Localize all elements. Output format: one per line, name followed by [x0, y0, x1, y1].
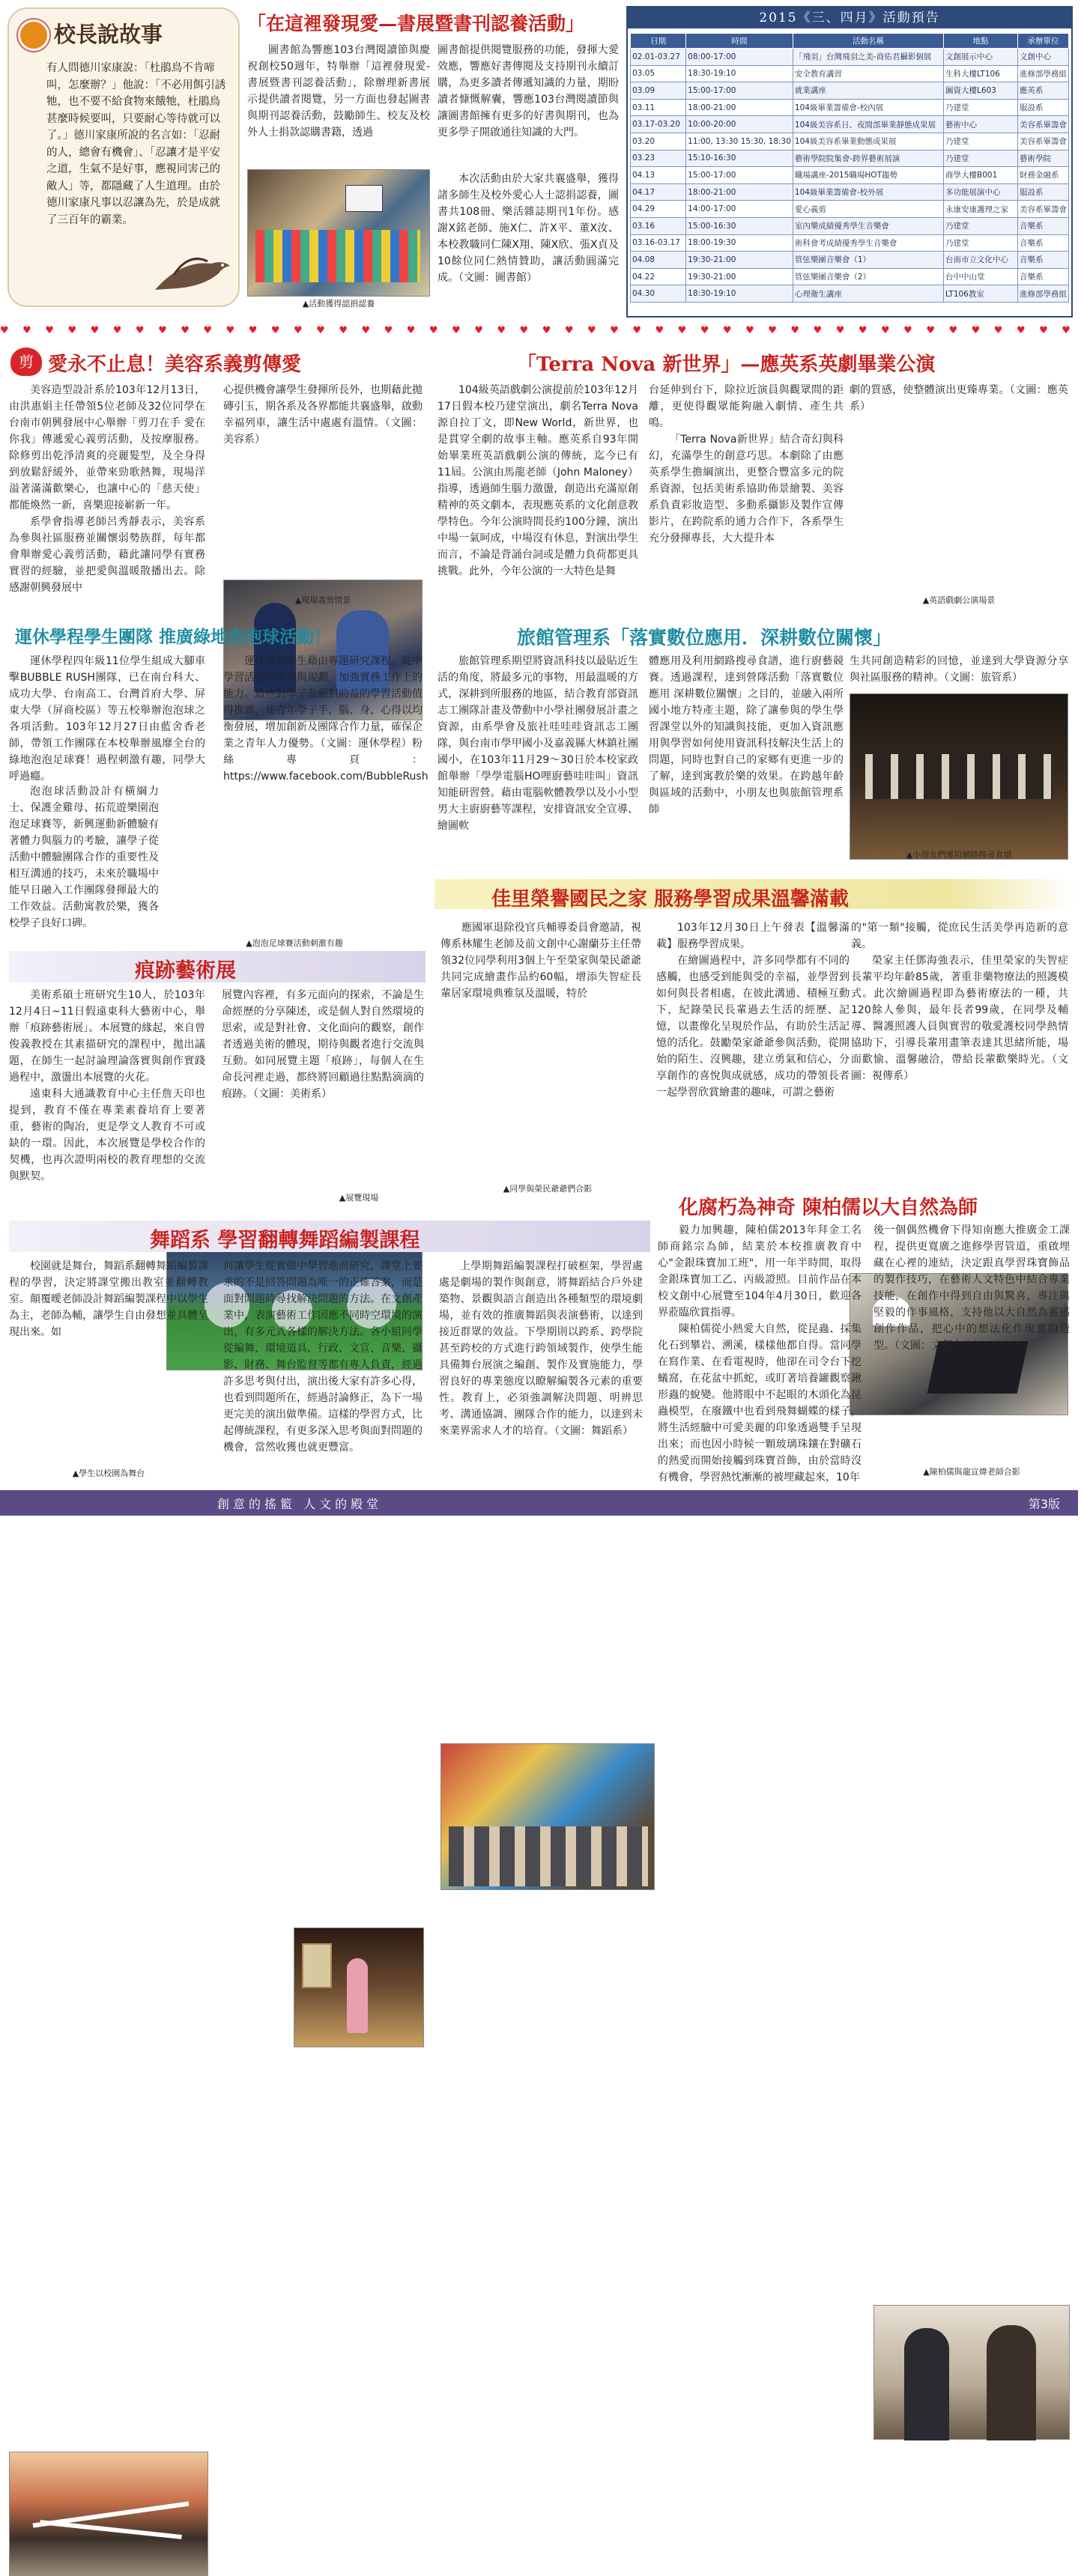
schedule-cell: 14:00-17:00 [686, 201, 793, 218]
schedule-cell: 管弦樂團音樂會（2） [793, 268, 943, 285]
veterans-col3: 的"第一類"接觸，從庶民生活美學再造新的意義。 榮家主任鄧海強表示，佳里榮家的失智症長輩平均年齡85歲，著重非藥物療法的照護模式。此次繪圖過程即為藝術療法的一種，共120餘人參與，最年長者99歲，在同學及輔導、醫護照護人員與實習的敬愛護校同學熱情協助下，引導長輩用畫筆表達其思緒所能，場面歡愉、溫馨融洽，帶給長輩歡樂時光。（文圖：視傳系） [851, 922, 1068, 1082]
schedule-cell: 03.16 [631, 217, 686, 234]
schedule-cell: 永康安康護理之家 [944, 201, 1018, 218]
veterans-col1: 應國軍退除役官兵輔導委員會邀請，視傳系林耀生老師及前文創中心謝蘭芬主任帶領32位同學利用3個上午至榮家與榮民爺爺共同完成繪畫作品約60幅，增添失智症長輩居家環境典雅氛及溫暖，特於 [440, 922, 641, 1000]
terra-nova-col1: 104級英語戲劇公演提前於103年12月17日假本校乃建堂演出，劇名Terra Nova源自拉丁文，即New World，新世界，也是貫穿全劇的故事主軸。應英系自93年開始畢業班英語戲劇公演的傳統，迄今已有11屆。公演由馬龍老師（John Maloney）指導，透過師生腦力激盪，創造出充滿原創精神的英文劇本，表現應英系的文化創意教學特色。今年公演時間長約100分鐘，演出中場一氣呵成，中場沒有休息，對演出學生而言，不論是背誦台詞或是體力負荷都更具挑戰。此外，今年公演的一大特色是舞 [437, 384, 638, 577]
schedule-cell: 18:30-19:10 [686, 65, 793, 82]
schedule-cell: 03.16-03.17 [631, 234, 686, 252]
terra-nova-title: 「Terra Nova 新世界」—應英系英劇畢業公演 [517, 353, 936, 376]
schedule-cell: 18:30-19:10 [686, 285, 793, 303]
schedule-cell: 藝術中心 [944, 116, 1018, 133]
schedule-cell: 美容系畢籌會 [1018, 116, 1069, 133]
veterans-caption: ▲同學與榮民爺爺們合影 [503, 1184, 593, 1194]
book-exhibit-col2b: 本次活動由於大家共襄盛舉，獲得諸多師生及校外愛心人士認捐認養，圖書共108冊、樂活雜誌期刊1年份。感謝X銘老師、施X仁、許X平、董X汝、本校教職同仁陳X翔、陳X欣、張X貞及10餘位同仁熱情贊助，讓活動圓滿完成。（文圖：圖書館） [437, 173, 619, 284]
schedule-row [631, 116, 1069, 133]
schedule-cell: 104級畢業籌備會-校外展 [793, 183, 943, 201]
principal-story-text: 有人問德川家康說：「杜鵑鳥不肯啼叫，怎麼辦？」他說：「不必用餌引誘牠，也不要不給食物來餓牠，杜鵑鳥甚麼時候要叫，只要耐心等待就可以了。」德川家康所說的名言如：「忍耐的人，總會有機會」、「忍讓才是平安之道，生氣不是好事，應視同害己的敵人」等，都隱藏了人生道理。由於德川家康凡事以忍讓為先，於是成就了三百年的霸業。 [46, 62, 226, 226]
book-exhibit-caption: ▲活動獲得認捐認養 [302, 299, 375, 309]
schedule-cell: 03.17-03.20 [631, 116, 686, 133]
schedule-header: 日期 [631, 34, 686, 49]
terra-nova-caption: ▲英語戲劇公演場景 [922, 595, 996, 605]
schedule-cell: 10:00-20:00 [686, 116, 793, 133]
hotel-col3: 生共同創造精彩的回憶，並達到大學資源分享與社區服務的精神。（文圖：旅管系） [850, 655, 1068, 684]
bird-illustration [151, 245, 234, 297]
schedule-cell: 04.17 [631, 183, 686, 201]
footer-slogan: 創意的搖籃 人文的殿堂 [217, 1497, 383, 1511]
schedule-cell: 18:00-19:30 [686, 234, 793, 252]
schedule-cell: 術科會考成績優秀學生音樂會 [793, 234, 943, 252]
dance-caption: ▲學生以校園為舞台 [72, 1468, 145, 1478]
schedule-cell: 安全教育講習 [793, 65, 943, 82]
schedule-cell: 11:00, 13:30 15:30, 18:30 [686, 133, 793, 150]
dance-photo [9, 2452, 208, 2576]
hotel-title: 旅館管理系「落實數位應用．深耕數位關懷」 [517, 627, 892, 648]
schedule-cell: 應英系 [1018, 82, 1069, 100]
schedule-cell: 圖資大樓L603 [944, 82, 1018, 100]
schedule-cell: 04.08 [631, 252, 686, 269]
schedule-cell: 商學大樓B001 [944, 167, 1018, 184]
schedule-cell: 03.05 [631, 65, 686, 82]
story-logo-icon [18, 19, 49, 51]
schedule-cell: 03.20 [631, 133, 686, 150]
carving-photo [873, 2305, 1070, 2440]
schedule-header: 承辦單位 [1018, 34, 1069, 49]
terra-nova-photo [850, 693, 1068, 860]
schedule-cell: 藝術學院 [1018, 150, 1069, 167]
hotel-col1: 旅館管理系期望將資訊科技以最貼近生活的角度，將最多元的事物，用最溫暖的方式，深耕到所服務的地區，結合教育部資訊志工團隊計畫及帶動中小學社團發展計畫之資源，由系學會及旅社哇哇哇資訊志工團隊，與台南市學甲國小及嘉義縣大林鎮社團國小，在103年11月29～30日於本校家政館舉辦「學學電腦HO哩廚藝哇哇叫」資訊知能研習營。藉由電腦軟體教學以及小小型男大主廚廚藝等課程，安排資訊安全宣導、繪圖軟 [437, 655, 638, 832]
haircut-badge: 剪 [10, 347, 42, 376]
schedule-cell: 職場講座-2015職場HOT趨勢 [793, 167, 943, 184]
schedule-row [631, 49, 1069, 66]
schedule-cell: 18:00-21:00 [686, 183, 793, 201]
schedule-cell: 台南市立文化中心 [944, 252, 1018, 269]
schedule-header: 地點 [944, 34, 1018, 49]
schedule-cell: 15:00-16:30 [686, 217, 793, 234]
schedule-header: 活動名稱 [793, 34, 943, 49]
schedule-cell: 15:10-16:30 [686, 150, 793, 167]
schedule-cell: 服設系 [1018, 99, 1069, 116]
schedule-row [631, 252, 1069, 269]
schedule-row [631, 65, 1069, 82]
schedule-cell: 19:30-21:00 [686, 252, 793, 269]
schedule-row [631, 99, 1069, 116]
schedule-row [631, 268, 1069, 285]
schedule-cell: 19:30-21:00 [686, 268, 793, 285]
schedule-cell: 就業講座 [793, 82, 943, 100]
schedule-cell: 文創中心 [1018, 49, 1069, 66]
schedule-cell: 「飛羽」台灣飛羽之美-商佑君攝影個展 [793, 49, 943, 66]
schedule-row [631, 234, 1069, 252]
dance-col1: 校園就是舞台，舞蹈系翻轉舞蹈編製課程的學習，決定將課堂搬出教室並翻轉教室。顛覆曖老師設計舞蹈編製課程中以學生為主，老師為輔，讓學生自由發想並具體呈現出來。如 [9, 1260, 208, 1338]
book-exhibit-col1: 圖書館為響應103台灣閱讀節與慶祝創校50週年，特舉辦「這裡發現愛-書展暨書刊認養活動」，除辦理新書展示提供讀者閱覽，另一方面也發起圖書與期刊認養活動，鼓勵師生、校友及校外人士捐款認購書籍，透過 [247, 44, 430, 139]
schedule-cell: 心理衛生講座 [793, 285, 943, 303]
veterans-photo [440, 1743, 655, 1890]
schedule-cell: 生科大樓LT106 [944, 65, 1018, 82]
schedule-cell: 08:00-17:00 [686, 49, 793, 66]
hotel-col2: 體應用及利用網路搜尋食譜，進行廚藝競賽。透過課程，達到營隊活動「落實數位應用 深耕數位關懷」之目的，並融入兩所國小地方特產主題，除了讓參與的學生學習課堂以外的知識與技能，更加入資訊應用與學習如何使用資訊科技解決生活上的問題，同時也對自己的家鄉有更進一步的了解，達到寓教於樂的效果。在跨越年齡與區域的活動中，小朋友也與旅館管理系師 [649, 655, 844, 815]
schedule-cell: 進修部學務組 [1018, 65, 1069, 82]
schedule-cell: 104級畢業籌備會-校內展 [793, 99, 943, 116]
terra-nova-col3: 劇的質感，使整體演出更臻專業。（文圖：應英系） [850, 384, 1068, 413]
schedule-cell: 台中中山堂 [944, 268, 1018, 285]
veterans-col2: 103年12月30日上午發表【溫馨滿載】服務學習成果。 在繪圖過程中，許多同學都有不同的感觸，也感受到能與受的幸福，並學習到如何與長者相處，在彼此溝通、積極互動下，紀錄榮民長輩過去生活的經歷、記憶，以畫像化呈現於作品，有助於生活記憶的活化。鼓勵榮家爺爺參與活動，從開始的陌生、沒興趣，建立勇氣和信心，分享創作的喜悅與成就感，成功的帶領長者一起學習欣賞繪畫的趣味，可謂之藝術 [656, 922, 850, 1099]
terra-nova-col2: 台延伸到台下，除拉近演員與觀眾間的距離，更使得觀眾能夠融入劇情、產生共鳴。 「Terra Nova新世界」結合奇幻與科幻，充滿學生的創意巧思。本劇除了由應英系學生擔綱演出，更整合豐富多元的院系資源，包括美術系協助佈景繪製、美容系負責彩妝造型、多動系攝影及製作宣傳影片，在跨院系的通力合作下，各系學生充分發揮專長，大大提升本 [649, 384, 844, 544]
schedule-cell: 03.11 [631, 99, 686, 116]
schedule-cell: 音樂系 [1018, 268, 1069, 285]
haircut-title: 愛永不止息！美容系義剪傳愛 [48, 353, 302, 376]
schedule-title: 2015《三、四月》活動預告 [628, 7, 1071, 28]
schedule-cell: 管弦樂團音樂會（1） [793, 252, 943, 269]
schedule-cell: 乃建堂 [944, 99, 1018, 116]
carving-col1: 毅力加興趣，陳柏儒2013年拜金工名師商銘宗為師，結業於本校推廣教育中心"金銀珠寶加工班"，用一年半時間，取得金銀珠寶加工乙、丙級證照。目前作品在本校文創中心展覽至104年4月30日，歡迎各界蒞臨欣賞指導。 陳柏儒從小熱愛大自然，從昆蟲、採集化石到攀岩、溯溪，樣樣他都自得。當同學在寫作業、在看電視時，他卻在司令台下挖蟻窩，在花盆中抓蛇，或盯著培養罐觀察鍬形蟲的蛻變。他將眼中不起眼的木頭化為昆蟲模型，在廢鐵中也看到飛舞蝴蝶的樣子，將生活經驗中可愛美麗的印象透過雙手呈現出來；而也因小時候一顆玻璃珠鑲在對礦石的熱愛而開始接觸到珠寶首飾，由於當時沒有機會，學習熱忱漸漸的被埋藏起來，10年 [658, 1224, 862, 1483]
book-exhibit-title: 「在這裡發現愛—書展暨書刊認養活動」 [247, 13, 585, 34]
hotel-caption: ▲小朋友們運用網路搜尋食譜 [906, 850, 1012, 860]
footer-bar [0, 1490, 1078, 1516]
schedule-row [631, 133, 1069, 150]
schedule-header: 時間 [686, 34, 793, 49]
schedule-cell: 03.23 [631, 150, 686, 167]
schedule-cell: 04.30 [631, 285, 686, 303]
schedule-cell: 愛心義剪 [793, 201, 943, 218]
bubble-title: 運休學程學生團隊 推廣綠地泡泡球活動！ [15, 627, 332, 647]
schedule-cell: 乃建堂 [944, 150, 1018, 167]
schedule-cell: 乃建堂 [944, 217, 1018, 234]
schedule-cell: 104級美容系畢業動態成果展 [793, 133, 943, 150]
principal-story-box [7, 7, 240, 307]
schedule-cell: 02.01-03.27 [631, 49, 686, 66]
dance-title: 舞蹈系 學習翻轉舞蹈編製課程 [150, 1229, 420, 1252]
schedule-row [631, 183, 1069, 201]
schedule-cell: 104級美容系日、夜間部畢業靜態成果展 [793, 116, 943, 133]
haircut-col1: 美容造型設計系於103年12月13日，由洪惠娟主任帶領5位老師及32位同學在台南市朝興發展中心舉辦「剪刀在手 愛在你我」傳遞愛心義剪活動，及按摩服務。除修剪出乾淨清爽的亮麗髮型，及全身得到放鬆舒緩外，並帶來勁歌熱舞，現場洋溢著滿滿歡樂心，也讓中心的「慈天使」都能煥然一新，喜樂迎接嶄新一年。 系學會指導老師呂秀靜表示，美容系為參與社區服務並關懷弱勢族群，每年都會舉辦愛心義剪活動，藉此讓同學有實務實習的經驗，並把愛與溫暖散播出去。除感謝朝興發展中 [9, 384, 205, 594]
carving-col2: 後一個偶然機會下得知南應大推廣金工課程，提供更寬廣之進修學習管道，重啟埋藏在心裡的連結，決定跟真學習珠寶飾品的製作技巧，在藝術人文特色中結合專業技能，在創作中得到自由與驚喜，專注與堅毅的作事風格，支持他以大自然為靈感創作作品，把心中的想法化作現實的造型。（文圖：文創中心） [873, 1224, 1070, 1352]
bubble-col1b: 泡泡球活動設計有橫綱力士、保護金雞母、拓荒遊樂園泡泡足球賽等，新興運動新體驗有著體力與腦力的考驗，讓學子從活動中體驗團隊合作的重要性及相互溝通的技巧，未來於職場中能早日融入工作團隊發揮最大的工作效益。活動寓教於樂，獲各校學子良好口碑。 [9, 786, 159, 929]
schedule-table [630, 33, 1069, 303]
book-exhibit-col2a: 圖書館提供閱覽服務的功能，發揮大愛效應，響應好書傳閱及支持期刊永續訂購，為更多讀者傳遞知識的力量，期盼讀者慷慨解囊，響應103台灣閱讀節與讓圖書館擁有更多的好書與期刊，也為更多學子開啟通往知識的大門。 [437, 44, 619, 139]
dance-col2: 何讓學生從實做中學習進而研究，課堂上要求的不是回答問題為唯一的正確答案，而是面對問題時尋找解決問題的方法。在文創產業中，表演藝術工作因應不同時空環境的演出，有多元式各樣的解決方法。各小組同學從編舞、環境道具、行政、文宣、音樂、攝影、財務、舞台監督等都有專人負責，經過許多思考與付出，演出後大家有許多心得，也看到問題所在，經過討論修正，為下一場更完美的演出做準備。這樣的學習方式，比起傳統課程，有更多深入思考與面對問題的機會，當然收獲也就更豐富。 [223, 1260, 423, 1453]
schedule-cell: 03.09 [631, 82, 686, 100]
schedule-cell: 藝術學院院集會-跨界藝術展演 [793, 150, 943, 167]
schedule-cell: 音樂系 [1018, 234, 1069, 252]
schedule-cell: 音樂系 [1018, 252, 1069, 269]
haircut-col2: 心提供機會讓學生發揮所長外，也期藉此拋磚引玉，期各系及各界都能共襄盛舉，啟動幸福列車，讓生活中處處有溫情。（文圖：美容系） [223, 384, 423, 446]
carving-title: 化腐朽為神奇 陳柏儒以大自然為師 [679, 1197, 978, 1219]
schedule-cell: 室內樂成績優秀學生音樂會 [793, 217, 943, 234]
veterans-title: 佳里榮譽國民之家 服務學習成果溫馨滿載 [491, 888, 850, 911]
heart-divider: ♥♥♥♥♥♥♥♥♥♥♥♥♥♥♥♥♥♥♥♥♥♥♥♥♥♥♥♥♥♥♥♥♥♥♥♥♥♥♥♥♥♥♥♥♥♥♥♥ [0, 325, 1084, 336]
traces-col2a: 展覽內容裡，有多元面向的探索，不論是生命經歷的分享陳述，或是個人對自然環境的思索，或是對社會、文化面向的觀察，創作者透過美術的體現，期待與觀者進行交流與互動。如同展覽主題「痕跡」，每個人在生命長河裡走過，都終將回顧過往點點滴滴的痕跡。（文圖：美術系） [222, 989, 424, 1100]
schedule-cell: 服設系 [1018, 183, 1069, 201]
schedule-cell: 財務金融系 [1018, 167, 1069, 184]
schedule-cell: 美容系畢籌會 [1018, 201, 1069, 218]
schedule-cell: 多功能展演中心 [944, 183, 1018, 201]
schedule-row [631, 150, 1069, 167]
bubble-caption: ▲泡泡足球賽活動刺激有趣 [246, 938, 343, 948]
schedule-cell: 15:00-17:00 [686, 82, 793, 100]
bubble-col2: 運休學程學生藉由專題研究課程，從中學習活動的辦理與規劃，加強實務工作上的能力。這些對學子有絕對助益的學習活動值得推廣，使青年學子手、腦、身、心得以均衡發展，增加創新及團隊合作力量，確保企業之青年人力優勢。（文圖：運休學程）粉絲專頁：https://www.facebook.com/BubbleRush [223, 655, 429, 783]
haircut-caption: ▲現場義剪情景 [294, 595, 351, 605]
schedule-cell: 04.13 [631, 167, 686, 184]
book-exhibit-photo [247, 169, 430, 297]
schedule-row [631, 217, 1069, 234]
schedule-cell: 乃建堂 [944, 234, 1018, 252]
traces-title: 痕跡藝術展 [135, 959, 236, 982]
schedule-cell: 音樂系 [1018, 217, 1069, 234]
schedule-cell: 18:00-21:00 [686, 99, 793, 116]
schedule-row [631, 82, 1069, 100]
schedule-cell: 04.22 [631, 268, 686, 285]
principal-story-title: 校長說故事 [54, 22, 163, 47]
schedule-cell: 美容系畢籌會 [1018, 133, 1069, 150]
schedule-row [631, 167, 1069, 184]
schedule-cell: 乃建堂 [944, 133, 1018, 150]
traces-col1: 美術系碩士班研究生10人，於103年12月4日~11日假遠東科大藝術中心，舉辦「痕跡藝術展」。本展覽的緣起，來自曾俊義教授在其素描研究的課程中，拋出議題，在師生一起討論理論落實與創作實踐過程中，激盪出本展覽的火花。 遠東科大通識教育中心主任詹天印也提到，教育不僅在專業素養培育上要著重，藝術的陶冶，更是學文人教育不可或缺的一環。因此，本次展覽是學校合作的契機，也再次證明兩校的教育理想的交流與默契。 [9, 989, 205, 1182]
schedule-cell: LT106教室 [944, 285, 1018, 303]
schedule-cell: 進修部學務組 [1018, 285, 1069, 303]
schedule-row [631, 285, 1069, 303]
page-number: 第3版 [1028, 1497, 1060, 1511]
carving-caption: ▲陳柏儒與龍宣煒老師合影 [923, 1467, 1020, 1477]
traces-caption: ▲展覽現場 [339, 1193, 379, 1203]
bubble-col1: 運休學程四年級11位學生組成大腳車擊BUBBLE RUSH團隊，已在南台科大、成功大學、台南高工、台灣首府大學、屏東大學（屏商校區）等五校舉辦泡泡球之各項活動。103年12月27日由藍舍香老師，帶領工作團隊在本校舉辦風靡全台的綠地泡泡足球賽！過程刺激有趣，同學大呼過癮。 [9, 655, 205, 783]
traces-photo [294, 1928, 424, 2047]
schedule-row [631, 201, 1069, 218]
schedule-panel [626, 6, 1073, 318]
schedule-cell: 文創展示中心 [944, 49, 1018, 66]
schedule-cell: 15:00-17:00 [686, 167, 793, 184]
schedule-cell: 04.29 [631, 201, 686, 218]
dance-col3: 上學期舞蹈編製課程打破框架，學習處處是劇場的製作與創意，將舞蹈結合戶外建築物、景觀與語言創造出各種類型的環境劇場，並有效的推廣舞蹈與表演藝術，以達到接近群眾的效益。下學期則以跨系、跨學院甚至跨校的方式進行跨領域製作，使學生能具備舞台展演之編創、製作及實施能力，學習良好的專業態度以瞭解編製各元素的重要性。教育上，必須強調解決問題、明辨思考、溝通協調、團隊合作的能力，以達到未來業界需求人才的培育。（文圖：舞蹈系） [439, 1260, 643, 1437]
